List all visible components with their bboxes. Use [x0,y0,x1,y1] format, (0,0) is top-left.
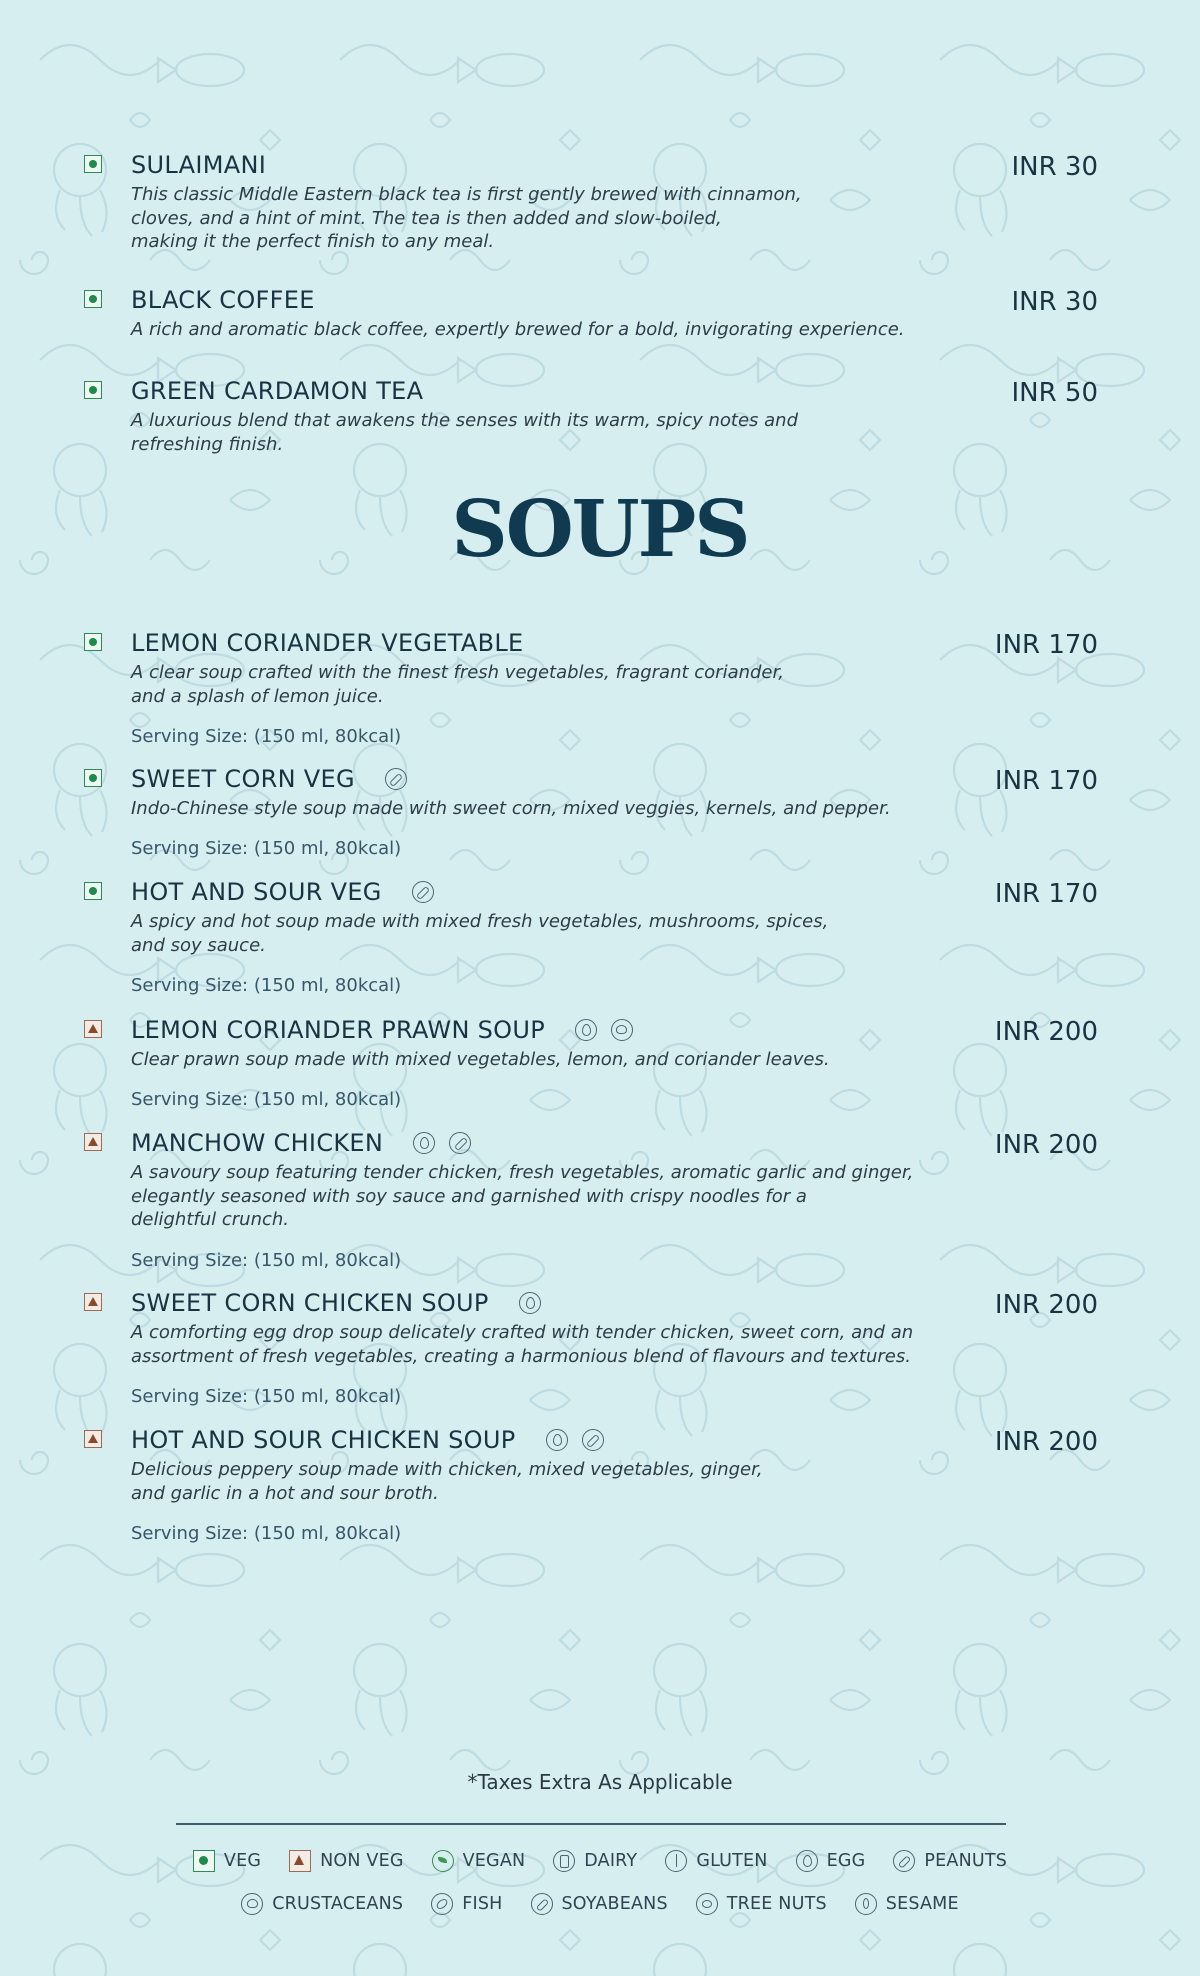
item-name-row [131,285,315,315]
veg-icon [84,155,102,173]
egg-icon [546,1429,568,1451]
item-name-row [131,150,266,180]
legend-label: VEG [223,1851,262,1871]
serving-size: Serving Size: (150 ml, 80kcal) [131,1523,402,1544]
item-price: INR 200 [994,1290,1098,1320]
item-price: INR 170 [994,766,1098,796]
dairy-icon [553,1850,575,1872]
soyabeans-icon [385,768,407,790]
item-name-row [131,877,434,907]
item-price: INR 30 [1011,152,1098,182]
section-title-soups: SOUPS [451,484,749,575]
legend-label: VEGAN [462,1851,526,1871]
gluten-icon [665,1850,687,1872]
item-name: HOT AND SOUR CHICKEN SOUP [131,1426,516,1454]
item-name-row [131,376,423,406]
legend-label: EGG [826,1851,866,1871]
item-name: HOT AND SOUR VEG [131,878,382,906]
item-description: Clear prawn soup made with mixed vegetables, lemon, and coriander leaves. [131,1049,830,1070]
item-name: MANCHOW CHICKEN [131,1129,384,1157]
legend-item [241,1893,403,1915]
veg-icon [84,381,102,399]
sesame-icon [855,1893,877,1915]
item-name: SULAIMANI [131,151,267,179]
veg-icon [84,882,102,900]
legend-label: NON VEG [320,1851,404,1871]
egg-icon [575,1019,597,1041]
legend-label: GLUTEN [696,1851,768,1871]
legend-item [193,1850,261,1872]
item-price: INR 50 [1011,378,1098,408]
tree-nuts-icon [696,1893,718,1915]
item-price: INR 170 [994,630,1098,660]
item-description: Delicious peppery soup made with chicken, mixed vegetables, ginger, and garlic in a hot and sour broth. [131,1459,763,1504]
legend-item [796,1850,866,1872]
legend-item [665,1850,767,1872]
soyabeans-icon [449,1132,471,1154]
item-name: LEMON CORIANDER VEGETABLE [131,629,524,657]
egg-icon [519,1292,541,1314]
serving-size: Serving Size: (150 ml, 80kcal) [131,975,402,996]
serving-size: Serving Size: (150 ml, 80kcal) [131,838,402,859]
soyabeans-icon [531,1893,553,1915]
item-price: INR 170 [994,879,1098,909]
legend-item [531,1893,668,1915]
item-price: INR 200 [994,1017,1098,1047]
legend-item [553,1850,637,1872]
item-name-row [131,1128,471,1158]
crustaceans-icon [611,1019,633,1041]
item-name-row [131,628,524,658]
item-name-row [131,1425,604,1455]
legend-item [893,1850,1007,1872]
soyabeans-icon [412,881,434,903]
veg-icon [193,1850,215,1872]
serving-size: Serving Size: (150 ml, 80kcal) [131,1386,402,1407]
legend-item [431,1893,502,1915]
item-description: A rich and aromatic black coffee, expertly brewed for a bold, invigorating experience. [131,319,905,340]
legend-item [432,1850,526,1872]
item-description: A comforting egg drop soup delicately crafted with tender chicken, sweet corn, and an assortment of fresh vegetables, creating a harmonious blend of flavours and textures. [131,1322,914,1367]
item-name: SWEET CORN CHICKEN SOUP [131,1289,489,1317]
veg-icon [84,769,102,787]
non-veg-icon [84,1293,102,1311]
item-description: This classic Middle Eastern black tea is first gently brewed with cinnamon, cloves, and a hint of mint. The tea is then added and slow-boiled, making it the perfect finish to any meal. [131,184,802,252]
non-veg-icon [289,1850,311,1872]
item-description: A savoury soup featuring tender chicken, fresh vegetables, aromatic garlic and ginger, elegantly seasoned with soy sauce and garnished with crispy noodles for a delightful crunch. [131,1162,914,1230]
serving-size: Serving Size: (150 ml, 80kcal) [131,1250,402,1271]
legend-item [289,1850,404,1872]
veg-icon [84,633,102,651]
item-name-row [131,1288,541,1318]
item-description: A luxurious blend that awakens the senses with its warm, spicy notes and refreshing finish. [131,410,799,455]
vegan-icon [432,1850,454,1872]
legend-divider [176,1823,1006,1825]
legend-item [855,1893,959,1915]
item-name: SWEET CORN VEG [131,765,355,793]
legend-item [696,1893,827,1915]
crustaceans-icon [241,1893,263,1915]
legend-row [0,1893,1200,1915]
item-description: A spicy and hot soup made with mixed fresh vegetables, mushrooms, spices, and soy sauce. [131,911,829,956]
non-veg-icon [84,1020,102,1038]
egg-icon [413,1132,435,1154]
fish-icon [431,1893,453,1915]
item-name: LEMON CORIANDER PRAWN SOUP [131,1016,545,1044]
legend-label: CRUSTACEANS [272,1894,404,1914]
item-name: BLACK COFFEE [131,286,315,314]
soyabeans-icon [582,1429,604,1451]
peanuts-icon [893,1850,915,1872]
item-price: INR 200 [994,1130,1098,1160]
serving-size: Serving Size: (150 ml, 80kcal) [131,1089,402,1110]
item-price: INR 30 [1011,287,1098,317]
legend-label: TREE NUTS [726,1894,827,1914]
serving-size: Serving Size: (150 ml, 80kcal) [131,726,402,747]
legend-label: PEANUTS [924,1851,1008,1871]
egg-icon [796,1850,818,1872]
item-description: Indo-Chinese style soup made with sweet corn, mixed veggies, kernels, and pepper. [131,798,891,819]
item-name: GREEN CARDAMON TEA [131,377,424,405]
tax-note: *Taxes Extra As Applicable [467,1770,733,1794]
legend-row [0,1850,1200,1872]
legend-label: SOYABEANS [561,1894,668,1914]
item-name-row [131,764,407,794]
legend-label: FISH [462,1894,503,1914]
item-price: INR 200 [994,1427,1098,1457]
non-veg-icon [84,1430,102,1448]
veg-icon [84,290,102,308]
legend-label: SESAME [885,1894,959,1914]
item-description: A clear soup crafted with the finest fresh vegetables, fragrant coriander, and a splash of lemon juice. [131,662,784,707]
item-name-row [131,1015,633,1045]
legend-label: DAIRY [584,1851,638,1871]
non-veg-icon [84,1133,102,1151]
